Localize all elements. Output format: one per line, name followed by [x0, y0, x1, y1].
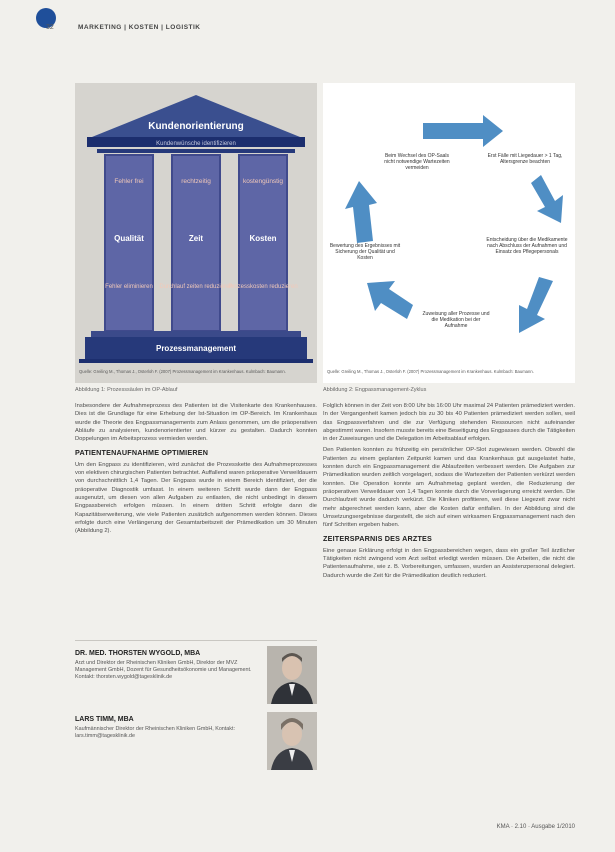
figure-process-pillars — [75, 83, 317, 383]
pillar-1 — [105, 155, 153, 331]
left-column — [75, 402, 317, 538]
pillar-1-bottom: Fehler eliminieren — [105, 284, 153, 290]
cycle-step-2: Erst Fälle mit Liegedauer > 1 Tag, Altersgrenze beachten — [487, 153, 563, 165]
right-para-2: Den Patienten konnten zu frühzeitig ein persönlicher OP-Slot zugewiesen werden. Obwohl die Patienten zu einem geplanten Zeitpunkt kamen und das Krankenhaus gut ausgelastet hatte, konnten durch ein Engpassmanagement die Ablaufzeiten verbessert werden. Die Aufgaben zur Prämedikation wurden zeitlich vorgelagert, sodass die Wartezeiten der Patienten verkürzt werden konnten. Die Operation konnte am Aufnahmetag geplant werden, die Reduzierung der präoperativen Verweildauer von 1,4 Tagen konnte durch die Vorverlagerung erreicht werden. Die Durchlaufzeit wurde dadurch verkürzt. Die Kliniken profitieren, weil diese Liegezeit zwar nicht mehr abgerechnet werden kann, aber die Kosten dafür entfallen. In der Abbildung sind die Umsetzungsergebnisse dargestellt, die sich auf einen wirksamen Engpassmanagement nach den fünf Schritten ergeben haben. — [323, 447, 575, 529]
pillar-3-bottom: Prozesskosten reduzieren — [228, 284, 298, 290]
cycle-step-4: Zuweisung aller Prozesse und die Medikation bei der Aufnahme — [422, 311, 490, 329]
figure2-caption: Abbildung 2: Engpassmanagement-Zyklus — [323, 387, 427, 393]
left-para-1: Um den Engpass zu identifizieren, wird zunächst die Prozesskette des Aufnahmeprozesses von elektiven chirurgischen Patienten betrachtet. Auffallend waren präoperative Verweildauern von durchschnittlich 1,4 Tagen. Der Engpass wurde in einem Bereich identifiziert, der die präoperative Diagnostik umfasst. In einem weiteren Schritt wurde dann der Engpass ausgenutzt, um diesen von allen Aufgaben zu entlasten, die nicht unbedingt in diesem Engpassbereich erfolgen müssen. In einem dritten Schritt erfolgte dann die Kapazitätserweiterung, wie viele Patienten zusätzlich aufgenommen werden können. Dieses erfolgte durch eine Verlängerung der Gesamtarbeitszeit der Prämedikation um 30 Minuten (Abbildung 2). — [75, 461, 317, 535]
pillar-2-mid: Zeit — [188, 234, 204, 243]
pillar-1-mid: Qualität — [114, 234, 144, 243]
pillars-diagram — [75, 83, 317, 383]
roof-subtitle: Kundenwünsche identifizieren — [156, 141, 236, 147]
page-number: 32 — [46, 24, 54, 31]
pillar-2-bottom: Durchlauf zeiten reduzieren — [159, 284, 233, 290]
figure2-source: Quelle: Greiling M., Thomas J., Osterloh F. (2007) Prozessmanagement im Krankenhaus. Kulmbach: Baumann. — [327, 369, 534, 374]
figure1-source: Quelle: Greiling M., Thomas J., Osterloh F. (2007) Prozessmanagement im Krankenhaus. Kulmbach: Baumann. — [79, 369, 286, 374]
author-photo-wygold — [267, 646, 317, 704]
heading-patientenaufnahme: PATIENTENAUFNAHME OPTIMIEREN — [75, 448, 209, 458]
page-footer: KMA · 2.10 · Ausgabe 1/2010 — [496, 824, 575, 830]
roof-title: Kundenorientierung — [148, 121, 244, 132]
cycle-step-1: Beim Wechsel des OP-Saals nicht notwendige Wartezeiten vermeiden — [384, 153, 450, 171]
cycle-step-3: Entscheidung über die Medikamente nach Abschluss der Aufnahmen und Einsatz des Pflegepersonals — [486, 237, 568, 255]
pillar-3-top: kostengünstig — [242, 178, 284, 185]
bio-2-text: Kaufmännischer Direktor der Rheinischen Kliniken GmbH, Kontakt: lars.timm@tagesklinik.de — [75, 726, 235, 740]
bio-1-text: Arzt und Direktor der Rheinischen Kliniken GmbH, Direktor der MVZ Management GmbH, Dozent für Gesundheitsökonomie und Management. Kontakt: thorsten.wygold@tagesklinik.de — [75, 660, 252, 681]
right-para-1: Folglich können in der Zeit von 8:00 Uhr bis 16:00 Uhr maximal 24 Patienten prämediziert werden. In der Vergangenheit kamen jedoch bis zu 30 bis 40 Patienten prämediziert werden sollen, weil das Engpassverfahren und die zur Verfügung stehenden Ressourcen nicht aufeinander abgestimmt waren. Insofern musste bereits eine Beseitigung des Engpasses durch die Tätigkeiten in der Zuweisungen und die Delegation im Arbeitsablauf erfolgen. — [323, 403, 575, 443]
pillar-1-top: Fehler frei — [114, 178, 144, 185]
left-intro: Insbesondere der Aufnahmeprozess des Patienten ist die Visitenkarte des Krankenhauses. Dies ist die Grundlage für eine Erhebung der Ist-Situation im OP-Bereich. Im Krankenhaus wurde die Theorie des Engpassmanagements zum Anlass genommen, um die präoperativen Abläufe zu analysieren, kundenorientierter und kürzer zu gestalten. Dadurch konnten Doppelungen im Arbeitsprozess vermieden werden. — [75, 403, 317, 443]
figure-engpass-cycle — [323, 83, 575, 383]
pillar-3 — [228, 155, 297, 331]
base-label: Prozessmanagement — [155, 344, 237, 353]
heading-zeitersparnis: ZEITERSPARNIS DES ARZTES — [323, 534, 433, 544]
cycle-diagram — [323, 83, 575, 383]
bio-2-name: LARS TIMM, MBA — [75, 716, 134, 723]
figure1-caption: Abbildung 1: Prozesssäulen im OP-Ablauf — [75, 387, 178, 393]
author-photo-timm — [267, 712, 317, 770]
pillar-2-top: rechtzeitig — [181, 178, 211, 185]
bio-1-name: DR. MED. THORSTEN WYGOLD, MBA — [75, 650, 201, 657]
right-column — [323, 402, 575, 583]
section-rubric: MARKETING | KOSTEN | LOGISTIK — [78, 24, 201, 31]
bio-divider — [75, 640, 317, 641]
right-para-3: Eine genaue Erklärung erfolgt in den Engpassbereichen wegen, dass ein großer Teil ärztlicher Tätigkeiten nicht zwingend vom Arzt selbst erledigt werden müssen. Die Arbeiten, die nicht die Patientenaufnahme, wie z. B. Vorbereitungen, umfassen, wurden an Assistenzpersonal delegiert. Dadurch wurde die Zeit für die Prämedikation deutlich reduziert. — [323, 547, 575, 579]
cycle-step-5: Bewertung des Ergebnisses mit Sicherung der Qualität und Kosten — [329, 243, 401, 261]
pillar-3-mid: Kosten — [249, 234, 277, 243]
